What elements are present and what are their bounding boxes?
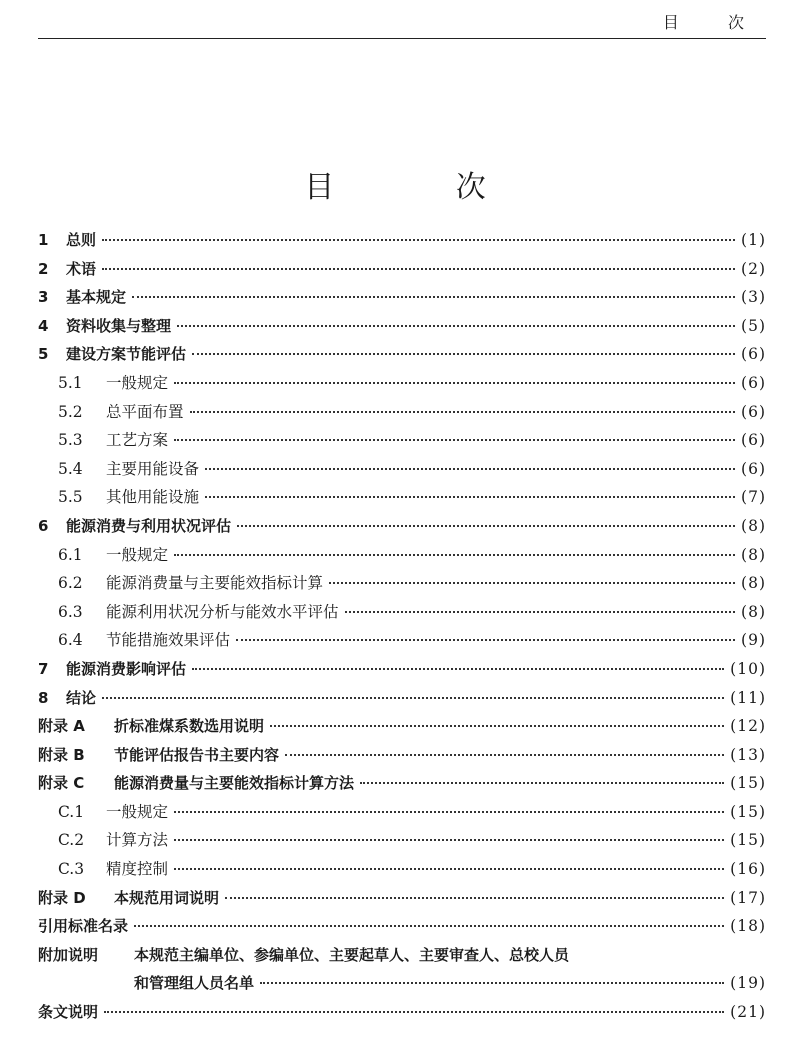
toc-entry-label: 一般规定 <box>106 545 169 564</box>
toc-entry-number: 5.1 <box>58 373 83 392</box>
toc-entry-number: 3 <box>38 288 49 307</box>
toc-entry[interactable] <box>38 398 766 427</box>
toc-entry-number: 5 <box>38 345 49 364</box>
toc-entry-page: (8) <box>741 602 766 621</box>
toc-entry-number: 6.4 <box>58 631 83 650</box>
toc-entry[interactable] <box>38 969 766 998</box>
toc-entry-label: 主要用能设备 <box>106 459 200 478</box>
toc-entry-label: 建设方案节能评估 <box>66 345 187 364</box>
toc-entry-page: (6) <box>741 345 766 364</box>
toc-entry-label: 精度控制 <box>106 860 169 879</box>
dot-leader <box>174 811 724 813</box>
toc-entry[interactable] <box>38 426 766 455</box>
dot-leader <box>104 1011 724 1013</box>
toc-entry-label: 条文说明 <box>38 1003 99 1022</box>
toc-entry[interactable] <box>38 598 766 627</box>
toc-entry-number: 6.1 <box>58 545 83 564</box>
toc-entry-label: 节能评估报告书主要内容 <box>114 745 280 764</box>
table-of-contents <box>38 226 766 1027</box>
toc-entry-label: 能源消费量与主要能效指标计算方法 <box>114 774 355 793</box>
toc-entry-number: 附录 D <box>38 888 86 907</box>
toc-entry[interactable] <box>38 255 766 284</box>
dot-leader <box>360 782 724 784</box>
dot-leader <box>174 439 735 441</box>
toc-entry-label: 计算方法 <box>106 831 169 850</box>
toc-entry-page: (11) <box>730 688 766 707</box>
toc-entry-page: (10) <box>730 659 766 678</box>
toc-entry-label: 资料收集与整理 <box>66 316 172 335</box>
toc-entry-number: C.2 <box>58 831 85 850</box>
toc-entry[interactable] <box>38 684 766 713</box>
toc-entry-label: 节能措施效果评估 <box>106 631 231 650</box>
dot-leader <box>345 611 736 613</box>
toc-entry-number: 6.3 <box>58 602 83 621</box>
toc-entry-label: 一般规定 <box>106 802 169 821</box>
toc-entry-number: 6 <box>38 516 49 535</box>
page-title: 目 次 <box>304 170 542 205</box>
dot-leader <box>102 268 735 270</box>
toc-entry-page: (17) <box>730 888 766 907</box>
toc-entry-number: 附录 A <box>38 717 85 736</box>
toc-entry[interactable] <box>38 340 766 369</box>
dot-leader <box>329 582 735 584</box>
toc-entry-label: 本规范主编单位、参编单位、主要起草人、主要审查人、总校人员 <box>134 945 570 964</box>
toc-entry-number: 2 <box>38 259 49 278</box>
dot-leader <box>102 697 724 699</box>
toc-entry-page: (15) <box>730 774 766 793</box>
toc-entry[interactable] <box>38 483 766 512</box>
toc-entry[interactable] <box>38 512 766 541</box>
header-rule <box>38 38 766 39</box>
toc-entry-page: (21) <box>730 1003 766 1022</box>
dot-leader <box>190 411 736 413</box>
toc-entry[interactable] <box>38 855 766 884</box>
toc-entry[interactable] <box>38 369 766 398</box>
toc-entry-page: (8) <box>741 545 766 564</box>
dot-leader <box>236 639 735 641</box>
dot-leader <box>174 554 735 556</box>
toc-entry-page: (2) <box>741 259 766 278</box>
toc-entry[interactable] <box>38 998 766 1027</box>
toc-entry-page: (15) <box>730 831 766 850</box>
toc-entry-page: (6) <box>741 402 766 421</box>
toc-entry-page: (1) <box>741 231 766 249</box>
toc-entry-page: (3) <box>741 288 766 307</box>
toc-entry-number: 5.3 <box>58 431 83 450</box>
dot-leader <box>132 296 735 298</box>
toc-entry[interactable] <box>38 226 766 255</box>
toc-entry-number: 7 <box>38 659 49 678</box>
dot-leader <box>237 525 735 527</box>
toc-entry-number: C.1 <box>58 802 85 821</box>
toc-entry[interactable] <box>38 312 766 341</box>
toc-entry-number: 8 <box>38 688 49 707</box>
toc-entry-page: (8) <box>741 516 766 535</box>
toc-entry-number: 5.2 <box>58 402 83 421</box>
toc-entry[interactable] <box>38 541 766 570</box>
toc-entry[interactable] <box>38 826 766 855</box>
toc-entry[interactable] <box>38 798 766 827</box>
toc-entry[interactable] <box>38 655 766 684</box>
toc-entry-label: 能源消费影响评估 <box>66 659 187 678</box>
toc-entry-label: 引用标准名录 <box>38 917 129 936</box>
dot-leader <box>225 897 724 899</box>
toc-entry-label: 能源消费与利用状况评估 <box>66 516 232 535</box>
toc-entry[interactable] <box>38 569 766 598</box>
dot-leader <box>205 468 735 470</box>
toc-entry-number: 5.5 <box>58 488 83 507</box>
dot-leader <box>174 839 724 841</box>
dot-leader <box>192 668 724 670</box>
toc-entry[interactable] <box>38 455 766 484</box>
toc-entry-page: (8) <box>741 574 766 593</box>
toc-entry-number: 6.2 <box>58 574 83 593</box>
toc-entry-page: (13) <box>730 745 766 764</box>
toc-entry-label: 一般规定 <box>106 373 169 392</box>
toc-entry-number: C.3 <box>58 860 85 879</box>
toc-entry-label: 能源利用状况分析与能效水平评估 <box>106 602 339 621</box>
toc-entry-page: (6) <box>741 459 766 478</box>
toc-entry[interactable] <box>38 941 766 970</box>
toc-entry-label: 和管理组人员名单 <box>134 974 255 993</box>
toc-entry-page: (12) <box>730 717 766 736</box>
toc-entry-page: (7) <box>741 488 766 507</box>
toc-entry-label: 术语 <box>66 259 97 278</box>
toc-entry-label: 其他用能设施 <box>106 488 200 507</box>
toc-entry-number: 附录 C <box>38 774 85 793</box>
toc-entry[interactable] <box>38 283 766 312</box>
toc-entry-label: 能源消费量与主要能效指标计算 <box>106 574 324 593</box>
dot-leader <box>205 496 735 498</box>
toc-entry-number: 1 <box>38 231 49 249</box>
toc-entry-page: (16) <box>730 860 766 879</box>
toc-entry[interactable] <box>38 884 766 913</box>
toc-entry[interactable] <box>38 741 766 770</box>
toc-entry-page: (6) <box>741 373 766 392</box>
toc-entry-number: 5.4 <box>58 459 83 478</box>
toc-entry-page: (6) <box>741 431 766 450</box>
toc-entry-number: 附录 B <box>38 745 85 764</box>
toc-entry[interactable] <box>38 712 766 741</box>
toc-entry-label: 工艺方案 <box>106 431 169 450</box>
toc-entry-label: 本规范用词说明 <box>114 888 220 907</box>
dot-leader <box>174 868 724 870</box>
toc-entry-number: 附加说明 <box>38 945 99 964</box>
running-header: 目 次 <box>662 13 766 32</box>
toc-entry-page: (5) <box>741 316 766 335</box>
toc-entry-label: 基本规定 <box>66 288 127 307</box>
toc-entry-page: (18) <box>730 917 766 936</box>
dot-leader <box>285 754 724 756</box>
dot-leader <box>177 325 735 327</box>
dot-leader <box>192 353 735 355</box>
toc-entry-page: (19) <box>730 974 766 993</box>
toc-entry-label: 折标准煤系数选用说明 <box>114 717 265 736</box>
toc-entry-number: 4 <box>38 316 49 335</box>
toc-entry-label: 总平面布置 <box>106 402 184 421</box>
dot-leader <box>174 382 735 384</box>
toc-entry-label: 总则 <box>66 231 97 249</box>
toc-entry[interactable] <box>38 912 766 941</box>
toc-entry-page: (9) <box>741 631 766 650</box>
toc-entry[interactable] <box>38 769 766 798</box>
dot-leader <box>270 725 724 727</box>
dot-leader <box>134 925 724 927</box>
toc-entry-label: 结论 <box>66 688 97 707</box>
dot-leader <box>260 982 724 984</box>
toc-entry-page: (15) <box>730 802 766 821</box>
dot-leader <box>102 239 735 241</box>
toc-entry[interactable] <box>38 626 766 655</box>
